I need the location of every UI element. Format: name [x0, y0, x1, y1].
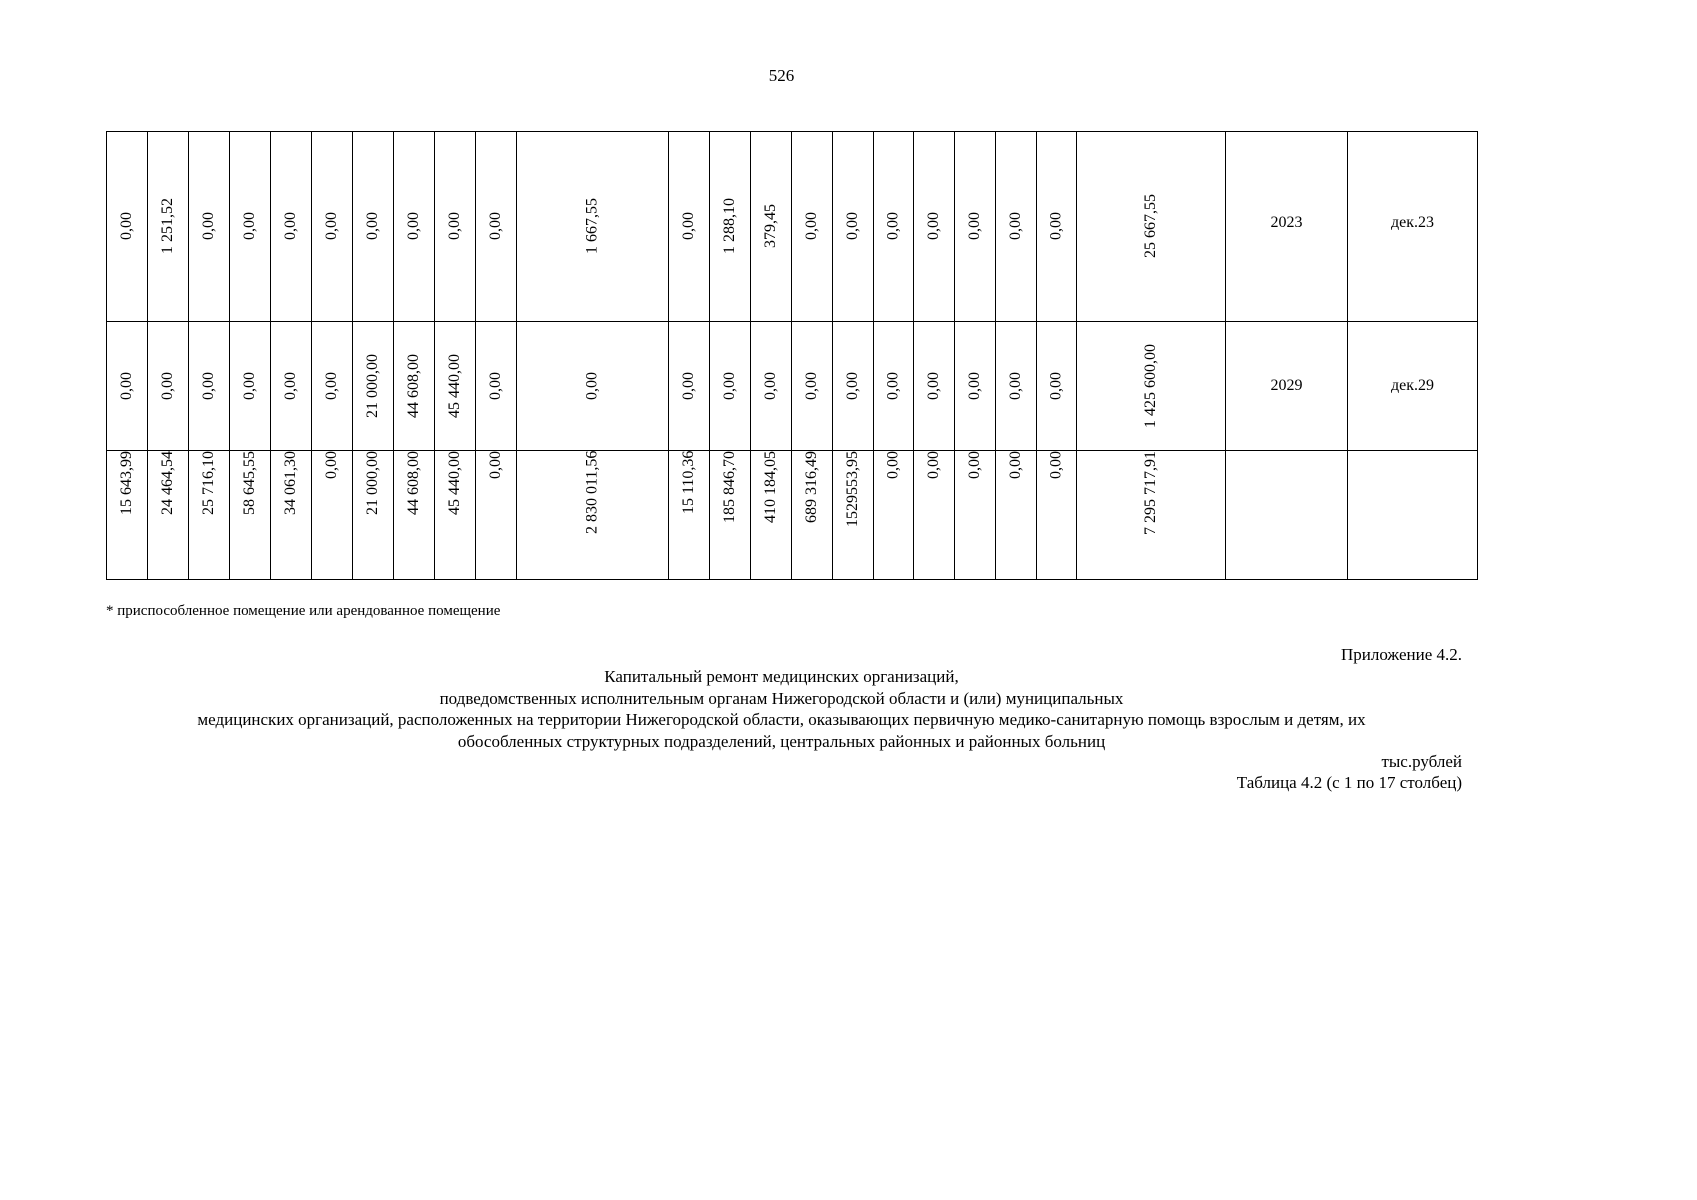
deadline-value: дек.23	[1390, 213, 1434, 231]
year-cell	[1226, 451, 1348, 580]
cell-value: 0,00	[966, 451, 983, 479]
cell-value: 0,00	[844, 372, 861, 400]
cell-value: 1 288,10	[721, 198, 738, 255]
title-line: подведомственных исполнительным органам Нижегородской области и (или) муниципальных	[439, 688, 1124, 708]
cell-value: 0,00	[762, 372, 779, 400]
year-value: 2023	[1270, 213, 1303, 231]
table-cell	[751, 132, 792, 322]
cell-value: 0,00	[1007, 372, 1024, 400]
table-cell	[230, 132, 271, 322]
table-cell	[1037, 322, 1077, 451]
footnote: * приспособленное помещение или арендованное помещение	[106, 603, 501, 619]
table-cell	[914, 132, 955, 322]
cell-value: 185 846,70	[721, 451, 738, 523]
deadline-cell	[1348, 451, 1478, 580]
cell-value: 689 316,49	[803, 451, 820, 523]
table-cell	[874, 132, 914, 322]
cell-value: 379,45	[762, 204, 779, 249]
table-row	[107, 451, 1478, 580]
cell-value: 7 295 717,91	[1142, 451, 1159, 535]
cell-value: 15 110,36	[680, 451, 697, 515]
table-cell	[874, 451, 914, 580]
table-cell	[710, 451, 751, 580]
table-cell	[312, 451, 353, 580]
units-label: тыс.рублей	[1381, 752, 1462, 771]
table-cell	[107, 132, 148, 322]
cell-value: 0,00	[680, 212, 697, 241]
table-cell	[312, 322, 353, 451]
year-value: 2029	[1270, 377, 1303, 394]
document-title	[0, 666, 1563, 752]
cell-value: 25 716,10	[200, 451, 217, 515]
cell-value: 44 608,00	[405, 451, 422, 515]
cell-value: 34 061,30	[282, 451, 299, 515]
cell-value: 0,00	[446, 212, 463, 241]
table-cell	[669, 451, 710, 580]
table-cell	[435, 451, 476, 580]
table-cell	[353, 451, 394, 580]
cell-value: 0,00	[200, 212, 217, 241]
table-cell	[230, 322, 271, 451]
cell-value: 0,00	[1047, 212, 1065, 241]
cell-value: 21 000,00	[364, 451, 381, 515]
cell-value: 0,00	[323, 212, 340, 241]
table-cell	[517, 451, 669, 580]
cell-value: 0,00	[844, 212, 861, 241]
cell-value: 0,00	[487, 212, 504, 241]
deadline-value	[1348, 451, 1477, 579]
table-cell	[955, 451, 996, 580]
table-cell	[1037, 451, 1077, 580]
table-cell	[792, 451, 833, 580]
title-line: Капитальный ремонт медицинских организаций,	[604, 667, 959, 686]
cell-value: 0,00	[583, 372, 601, 400]
cell-value: 0,00	[803, 372, 820, 400]
table-cell	[312, 132, 353, 322]
year-cell	[1226, 322, 1348, 451]
cell-value: 44 608,00	[405, 354, 422, 418]
table-cell	[1037, 132, 1077, 322]
table-caption: Таблица 4.2 (с 1 по 17 столбец)	[1236, 773, 1462, 792]
table-cell	[353, 322, 394, 451]
cell-value: 0,00	[884, 372, 902, 400]
year-cell	[1226, 132, 1348, 322]
year-value	[1226, 451, 1347, 579]
cell-value: 0,00	[925, 372, 942, 400]
table-cell	[955, 132, 996, 322]
cell-value: 45 440,00	[446, 354, 463, 418]
table-cell	[751, 322, 792, 451]
cell-value: 0,00	[487, 451, 504, 479]
table-cell	[833, 322, 874, 451]
page-number: 526	[768, 66, 795, 85]
table-cell	[955, 322, 996, 451]
cell-value: 1 667,55	[583, 198, 601, 255]
cell-value: 0,00	[803, 212, 820, 241]
table-cell	[271, 132, 312, 322]
table-cell	[476, 322, 517, 451]
cell-value: 0,00	[200, 372, 217, 400]
table-cell	[914, 322, 955, 451]
cell-value: 0,00	[1007, 212, 1024, 241]
cell-value: 0,00	[282, 212, 299, 241]
cell-value: 1529553,95	[844, 451, 861, 527]
appendix-label: Приложение 4.2.	[1341, 645, 1462, 664]
table-cell	[792, 132, 833, 322]
table-cell	[476, 132, 517, 322]
cell-value: 0,00	[118, 212, 135, 241]
table-cell	[710, 132, 751, 322]
table-cell	[996, 132, 1037, 322]
cell-value: 410 184,05	[762, 451, 779, 523]
table-cell	[517, 132, 669, 322]
table-row	[107, 322, 1478, 451]
table-cell	[230, 451, 271, 580]
title-line: обособленных структурных подразделений, центральных районных и районных больниц	[457, 731, 1106, 751]
table-cell	[107, 451, 148, 580]
cell-value: 0,00	[487, 372, 504, 400]
cell-value: 0,00	[241, 372, 258, 400]
table-cell	[751, 451, 792, 580]
table-cell	[517, 322, 669, 451]
cell-value: 0,00	[405, 212, 422, 241]
cell-value: 21 000,00	[364, 354, 381, 418]
table-cell	[874, 322, 914, 451]
cell-value: 58 645,55	[241, 451, 258, 515]
cell-value: 0,00	[966, 372, 983, 400]
cell-value: 0,00	[118, 372, 135, 400]
cell-value: 0,00	[1047, 451, 1065, 479]
table-cell	[271, 322, 312, 451]
table-cell	[435, 132, 476, 322]
table-cell	[435, 322, 476, 451]
table-cell	[189, 132, 230, 322]
table-cell	[669, 132, 710, 322]
cell-value: 0,00	[925, 451, 942, 479]
cell-value: 0,00	[364, 212, 381, 241]
table-cell	[1077, 322, 1226, 451]
cell-value: 0,00	[323, 451, 340, 479]
cell-value: 1 425 600,00	[1142, 344, 1159, 428]
table-cell	[792, 322, 833, 451]
table-cell	[148, 132, 189, 322]
table-cell	[914, 451, 955, 580]
deadline-cell	[1348, 132, 1478, 322]
table-cell	[1077, 132, 1226, 322]
table-cell	[189, 322, 230, 451]
table-cell	[833, 132, 874, 322]
cell-value: 0,00	[925, 212, 942, 241]
cell-value: 0,00	[884, 451, 902, 479]
cell-value: 24 464,54	[159, 451, 176, 515]
table-cell	[353, 132, 394, 322]
cell-value: 0,00	[966, 212, 983, 241]
table-cell	[394, 322, 435, 451]
cell-value: 15 643,99	[118, 451, 135, 515]
cell-value: 0,00	[282, 372, 299, 400]
table-cell	[476, 451, 517, 580]
table-cell	[189, 451, 230, 580]
cell-value: 0,00	[1047, 372, 1065, 400]
table-cell	[1077, 451, 1226, 580]
table-cell	[710, 322, 751, 451]
cell-value: 45 440,00	[446, 451, 463, 515]
cell-value: 0,00	[1007, 451, 1024, 479]
table-cell	[271, 451, 312, 580]
cell-value: 25 667,55	[1142, 194, 1159, 259]
cell-value: 0,00	[721, 372, 738, 400]
cell-value: 0,00	[884, 212, 902, 241]
cell-value: 1 251,52	[159, 198, 176, 255]
table-cell	[833, 451, 874, 580]
budget-table	[106, 131, 1478, 580]
table-cell	[394, 132, 435, 322]
table-cell	[996, 451, 1037, 580]
table-cell	[669, 322, 710, 451]
cell-value: 0,00	[241, 212, 258, 241]
title-line: медицинских организаций, расположенных на территории Нижегородской области, оказывающих первичную медико-санитарную помощь взрослым и детям, их	[197, 710, 1366, 729]
deadline-cell	[1348, 322, 1478, 451]
deadline-value: дек.29	[1390, 377, 1434, 394]
table-cell	[107, 322, 148, 451]
cell-value: 0,00	[159, 372, 176, 400]
table-cell	[996, 322, 1037, 451]
table-cell	[148, 322, 189, 451]
cell-value: 0,00	[323, 372, 340, 400]
cell-value: 2 830 011,56	[583, 451, 601, 535]
table-cell	[148, 451, 189, 580]
cell-value: 0,00	[680, 372, 697, 400]
table-row	[107, 132, 1478, 322]
table-cell	[394, 451, 435, 580]
